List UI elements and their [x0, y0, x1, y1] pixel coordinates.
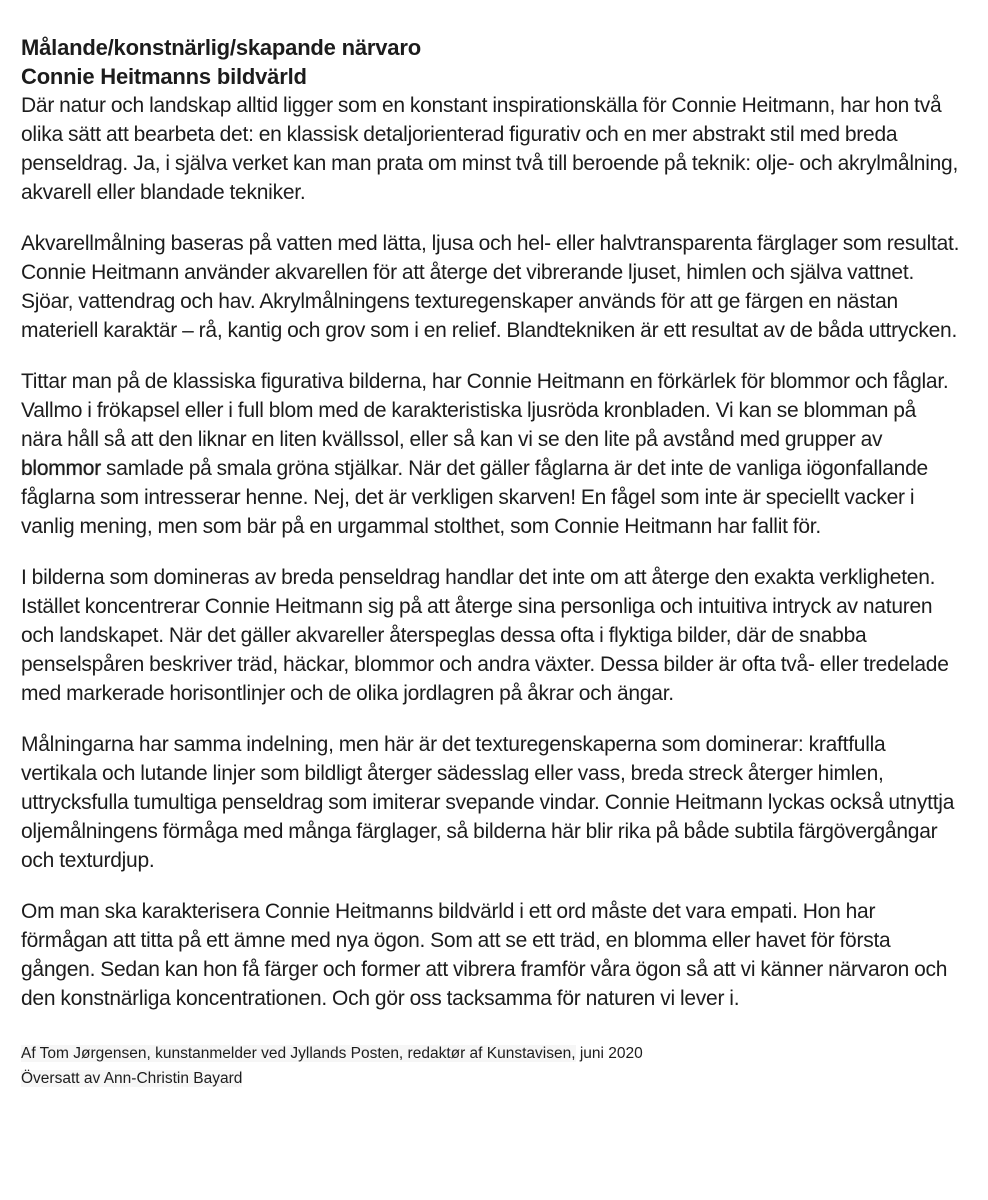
paragraph-1	[21, 91, 962, 207]
paragraph-2-text: Akvarellmålning baseras på vatten med lätta, ljusa och hel- eller halvtransparenta färglager som resultat. Connie Heitmann använder akvarellen för att återge det vibrerande ljuset, himlen och själva vattnet. Sjöar, vattendrag och hav. Akrylmålningens texturegenskaper används för att ge färgen en nästan materiell karaktär – rå, kantig och grov som i en relief. Blandtekniken är ett resultat av de båda uttrycken.	[21, 232, 960, 342]
paragraph-3-text-before: Tittar man på de klassiska figurativa bilderna, har Connie Heitmann en förkärlek för blommor och fåglar. Vallmo i frökapsel eller i full blom med de karakteristiska ljusröda kronbladen. Vi kan se blomman på nära håll så att den liknar en liten kvällssol, eller så kan vi se den lite på avstånd med grupper av	[21, 370, 949, 451]
paragraph-4	[21, 563, 962, 708]
byline-highlighted-text: Af Tom Jørgensen, kunstanmelder ved Jyllands Posten, redaktør af Kunstavisen,	[21, 1045, 576, 1062]
paragraph-6-text: Om man ska karakterisera Connie Heitmanns bildvärld i ett ord måste det vara empati. Hon har förmågan att titta på ett ämne med nya ögon. Som att se ett träd, en blomma eller havet för första gången. Sedan kan hon få färger och former att vibrera framför våra ögon så att vi känner närvaron och den konstnärliga koncentrationen. Och gör oss tacksamma för naturen vi lever i.	[21, 900, 948, 1010]
paragraph-3-text-after: samlade på smala gröna stjälkar. När det gäller fåglarna är det inte de vanliga iögonfallande fåglarna som intresserar henne. Nej, det är verkligen skarven! En fågel som inte är speciellt vacker i vanlig mening, men som bär på en urgammal stolthet, som Connie Heitmann har fallit för.	[21, 457, 928, 538]
paragraph-2	[21, 229, 962, 345]
paragraph-5	[21, 730, 962, 875]
document-title: Målande/konstnärlig/skapande närvaro	[21, 35, 421, 60]
document-subtitle: Connie Heitmanns bildvärld	[21, 64, 307, 89]
paragraph-1-text: Där natur och landskap alltid ligger som en konstant inspirationskälla för Connie Heitmann, har hon två olika sätt att bearbeta det: en klassisk detaljorienterad figurativ och en mer abstrakt stil med breda penseldrag. Ja, i själva verket kan man prata om minst två till beroende på teknik: olje- och akrylmålning, akvarell eller blandade tekniker.	[21, 94, 959, 204]
emphasized-word-blommor: blommor	[21, 457, 101, 480]
translation-credit	[21, 1066, 962, 1091]
byline	[21, 1041, 962, 1066]
paragraph-3	[21, 367, 962, 541]
footer	[21, 1041, 962, 1091]
paragraph-6	[21, 897, 962, 1013]
paragraph-4-text: I bilderna som domineras av breda penseldrag handlar det inte om att återge den exakta verkligheten. Istället koncentrerar Connie Heitmann sig på att återge sina personliga och intuitiva intryck av naturen och landskapet. När det gäller akvareller återspeglas dessa ofta i flyktiga bilder, där de snabba penselspåren beskriver träd, häckar, blommor och andra växter. Dessa bilder är ofta två- eller tredelade med markerade horisontlinjer och de olika jordlagren på åkrar och ängar.	[21, 566, 949, 705]
translation-credit-text: Översatt av Ann-Christin Bayard	[21, 1070, 243, 1087]
paragraph-5-text: Målningarna har samma indelning, men här är det texturegenskaperna som dominerar: kraftfulla vertikala och lutande linjer som bildligt återger sädesslag eller vass, breda streck återger himlen, uttrycksfulla tumultiga penseldrag som imiterar svepande vindar. Connie Heitmann lyckas också utnyttja oljemålningens förmåga med många färglager, så bilderna här blir rika på både subtila färgövergångar och texturdjup.	[21, 733, 955, 872]
byline-date: juni 2020	[575, 1045, 643, 1062]
